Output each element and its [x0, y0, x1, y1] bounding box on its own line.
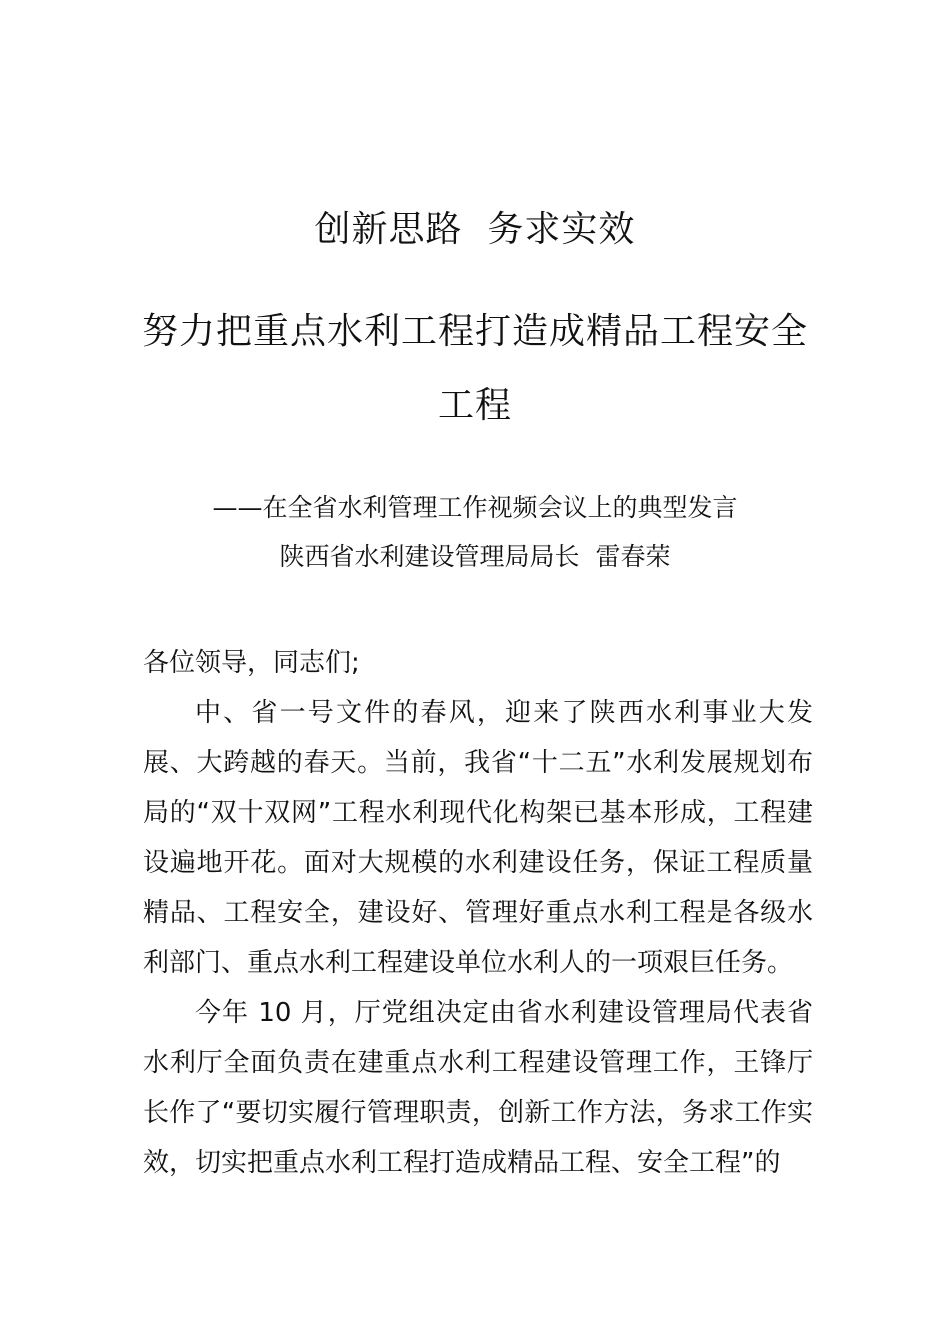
subtitle-occasion: ——在全省水利管理工作视频会议上的典型发言: [212, 493, 738, 522]
title-line-2: 努力把重点水利工程打造成精品工程安全: [141, 311, 808, 352]
paragraph-2: 今年 10 月，厅党组决定由省水利建设管理局代表省水利厅全面负责在建重点水利工程建设管理工作，王锋厅长作了“要切实履行管理职责，创新工作方法，务求工作实效，切实把重点水利工程打造成精品工程、安全工程”的: [143, 998, 813, 1178]
salutation: 各位领导，同志们;: [143, 648, 360, 678]
paragraph-1: 中、省一号文件的春风，迎来了陕西水利事业大发展、大跨越的春天。当前，我省“十二五”水利发展规划布局的“双十双网”工程水利现代化构架已基本形成，工程建设遍地开花。面对大规模的水利建设任务，保证工程质量精品、工程安全，建设好、管理好重点水利工程是各级水利部门、重点水利工程建设单位水利人的一项艰巨任务。: [143, 698, 813, 978]
title-line-3: 工程: [437, 385, 512, 426]
document-body: [143, 638, 813, 1188]
title-line-1: 创新思路 务求实效: [314, 209, 636, 250]
subtitle-author: 陕西省水利建设管理局局长 雷春荣: [279, 542, 671, 571]
